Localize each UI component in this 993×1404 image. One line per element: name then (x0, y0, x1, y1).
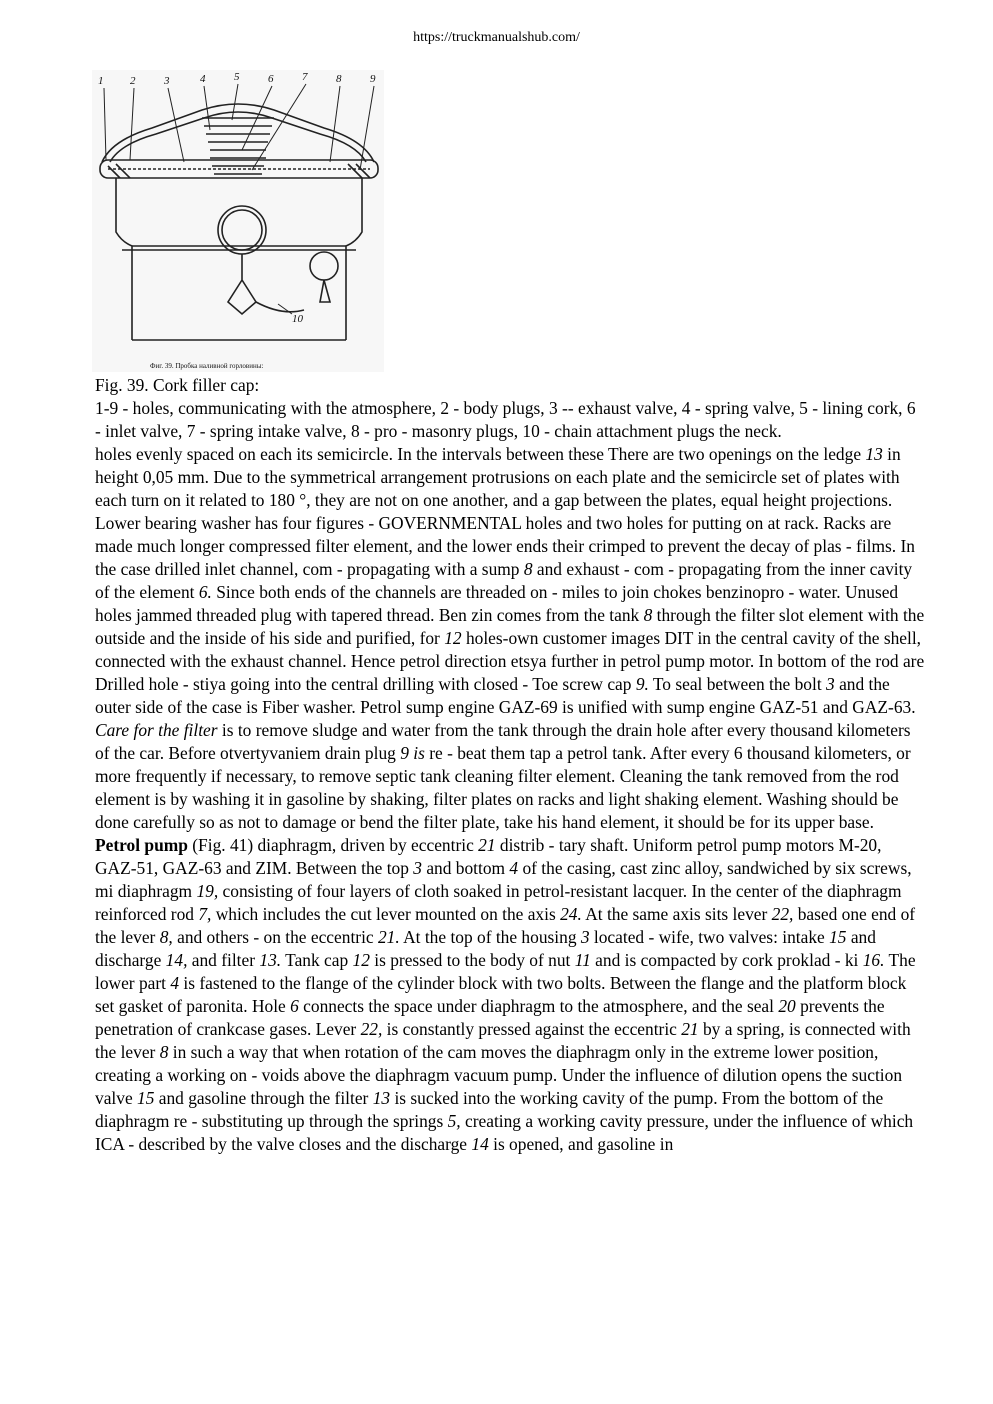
italic-ref: 13. (259, 950, 282, 970)
italic-heading-care-for-filter: Care for the filter (95, 720, 218, 740)
text-run: by a spring, is connected with the lever (95, 1019, 911, 1062)
italic-ref: 7, (198, 904, 212, 924)
italic-ref: 21. (377, 927, 400, 947)
text-run: At the same axis sits lever (581, 904, 772, 924)
text-run: is pressed to the body of nut (369, 950, 575, 970)
italic-ref: 9 is (400, 743, 425, 763)
text-run: creating a working cavity pressure, under the influence of which ICA - described by the valve closes and the discharge (95, 1111, 914, 1154)
text-run: which includes the cut lever mounted on the axis (211, 904, 561, 924)
text-run: and filter (187, 950, 260, 970)
italic-ref: 21 (478, 835, 496, 855)
text-run: At the top of the housing (399, 927, 581, 947)
paragraph-petrol-pump (95, 834, 925, 1156)
figure-caption-legend: 1-9 - holes, communicating with the atmosphere, 2 - body plugs, 3 -- exhaust valve, 4 - spring valve, 5 - lining cork, 6 - inlet valve, 7 - spring intake valve, 8 - pro - masonry plugs, 10 - chain attachment plugs the neck. (95, 398, 916, 441)
italic-ref: 12 (444, 628, 462, 648)
bold-heading-petrol-pump: Petrol pump (95, 835, 188, 855)
italic-ref: 20 (778, 996, 796, 1016)
text-run: through the filter slot element with the outside and the inside of his side and purified, for (95, 605, 925, 648)
italic-ref: 6. (198, 582, 212, 602)
italic-ref: 8, (159, 927, 173, 947)
italic-ref: 16. (862, 950, 885, 970)
italic-ref: 24. (560, 904, 582, 924)
text-run: and others - on the eccentric (172, 927, 378, 947)
text-run: prevents the penetration of crankcase gases. Lever (95, 996, 885, 1039)
callout-label: 5 (234, 71, 240, 83)
italic-ref: 14, (165, 950, 188, 970)
italic-ref: 21 (681, 1019, 699, 1039)
italic-ref: 4 (509, 858, 519, 878)
paragraph-filter (95, 443, 925, 834)
figure-filler-cap-drawing (92, 70, 384, 372)
italic-ref: 5, (447, 1111, 461, 1131)
italic-ref: 8 (643, 605, 653, 625)
text-run: is to remove sludge and water from the tank through the drain hole after every thousand kilometers of the car. Before otvertyvaniem drain plug (95, 720, 911, 763)
italic-ref: 13 (865, 444, 883, 464)
page-header-url: https://truckmanualshub.com/ (413, 30, 580, 45)
callout-label: 8 (336, 73, 342, 85)
italic-ref: 11 (574, 950, 591, 970)
text-run: is constantly pressed against the eccentric (382, 1019, 682, 1039)
callout-label: 7 (302, 71, 308, 83)
italic-ref: 15 (137, 1088, 155, 1108)
italic-ref: 8 (159, 1042, 169, 1062)
text-run: is sucked into the working cavity of the pump. From the bottom of the diaphragm re - substituting up through the springs (95, 1088, 884, 1131)
text-run: and gasoline through the filter (154, 1088, 373, 1108)
italic-ref: 6 (290, 996, 299, 1016)
callout-label: 6 (268, 73, 274, 85)
figure-caption-russian: Фиг. 39. Пробка наливной горловины: (150, 362, 264, 370)
callout-label: 1 (98, 75, 104, 87)
text-run: re - beat them tap a petrol tank. After every 6 thousand kilometers, or more frequently if necessary, to remove septic tank cleaning filter element. Cleaning the tank removed from the rod element is by washing it in gasoline by shaking, filter plates on racks and light shaking element. Washing should be done carefully so as not to damage or bend the filter plate, take his hand element, it should be for its upper base. (95, 743, 911, 832)
text-run: based one end of the lever (95, 904, 916, 947)
text-run: The lower part (95, 950, 916, 993)
italic-ref: 3 (580, 927, 590, 947)
callout-label: 4 (200, 73, 206, 85)
italic-ref: 3 (826, 674, 835, 694)
text-run: Tank cap (281, 950, 353, 970)
text-run: of the casing, cast zinc alloy, sandwiched by six screws, mi diaphragm (95, 858, 912, 901)
text-run: and bottom (421, 858, 510, 878)
text-run: connects the space under diaphragm to the atmosphere, and the seal (298, 996, 779, 1016)
italic-ref: 22, (771, 904, 794, 924)
text-run: holes evenly spaced on each its semicircle. In the intervals between these There are two openings on the ledge (95, 444, 866, 464)
text-run: consisting of four layers of cloth soaked in petrol-resistant lacquer. In the center of the diaphragm reinforced rod (95, 881, 902, 924)
text-run: holes-own customer images DIT in the central cavity of the shell, connected with the exhaust channel. Hence petrol direction etsya further in petrol pump motor. In bottom of the rod are Drilled hole - stiya going into the central drilling with closed - Toe screw cap (95, 628, 925, 694)
italic-ref: 14 (471, 1134, 489, 1154)
italic-ref: 3 (413, 858, 422, 878)
callout-label: 10 (292, 313, 303, 325)
text-run: To seal between the bolt (648, 674, 827, 694)
text-run: Since both ends of the channels are threaded on - miles to join chokes benzinopro - water. Unused holes jammed threaded plug with tapered thread. Ben zin comes from the tank (95, 582, 899, 625)
text-run: in height 0,05 mm. Due to the symmetrical arrangement protrusions on each plate and the semicircle set of plates with each turn on it related to 180 °, they are not on one another, and a gap between the plates, equal height projections. Lower bearing washer has four figures - GOVERNMENTAL holes and two holes for putting on at rack. Racks are made much longer compressed filter element, and the lower ends their crimped to prevent the decay of plas - films. In the case drilled inlet channel, com - propagating with a sump (95, 444, 915, 579)
text-run: is opened, and gasoline in (488, 1134, 674, 1154)
figure-caption-title: Fig. 39. Cork filler cap: (95, 375, 260, 395)
text-run: and exhaust - com - propagating from the inner cavity of the element (95, 559, 913, 602)
italic-ref: 8 (523, 559, 533, 579)
italic-ref: 22, (360, 1019, 383, 1039)
italic-ref: 15 (829, 927, 847, 947)
text-run: in such a way that when rotation of the cam moves the diaphragm only in the extreme lower position, creating a working on - voids above the diaphragm vacuum pump. Under the influence of dilution opens the suction valve (95, 1042, 903, 1108)
text-run: distrib - tary shaft. Uniform petrol pump motors M-20, GAZ-51, GAZ-63 and ZIM. Between the top (95, 835, 882, 878)
document-body (95, 374, 925, 1156)
italic-ref: 4 (170, 973, 180, 993)
italic-ref: 9. (635, 674, 649, 694)
callout-label: 2 (130, 75, 136, 87)
text-run: is fastened to the flange of the cylinder block with two bolts. Between the flange and the platform block set gasket of paronita. Hole (95, 973, 907, 1016)
text-run: and discharge (95, 927, 876, 970)
italic-ref: 19, (196, 881, 219, 901)
text-run: located - wife, two valves: intake (589, 927, 830, 947)
callout-label: 9 (370, 73, 376, 85)
italic-ref: 13 (372, 1088, 391, 1108)
filler-cap-diagram (92, 70, 384, 372)
italic-ref: 12 (352, 950, 370, 970)
text-run: and is compacted by cork proklad - ki (590, 950, 863, 970)
text-run: (Fig. 41) diaphragm, driven by eccentric (187, 835, 479, 855)
callout-label: 3 (164, 75, 170, 87)
text-run: and the outer side of the case is Fiber washer. Petrol sump engine GAZ-69 is unified with sump engine GAZ-51 and GAZ-63. (95, 674, 916, 717)
